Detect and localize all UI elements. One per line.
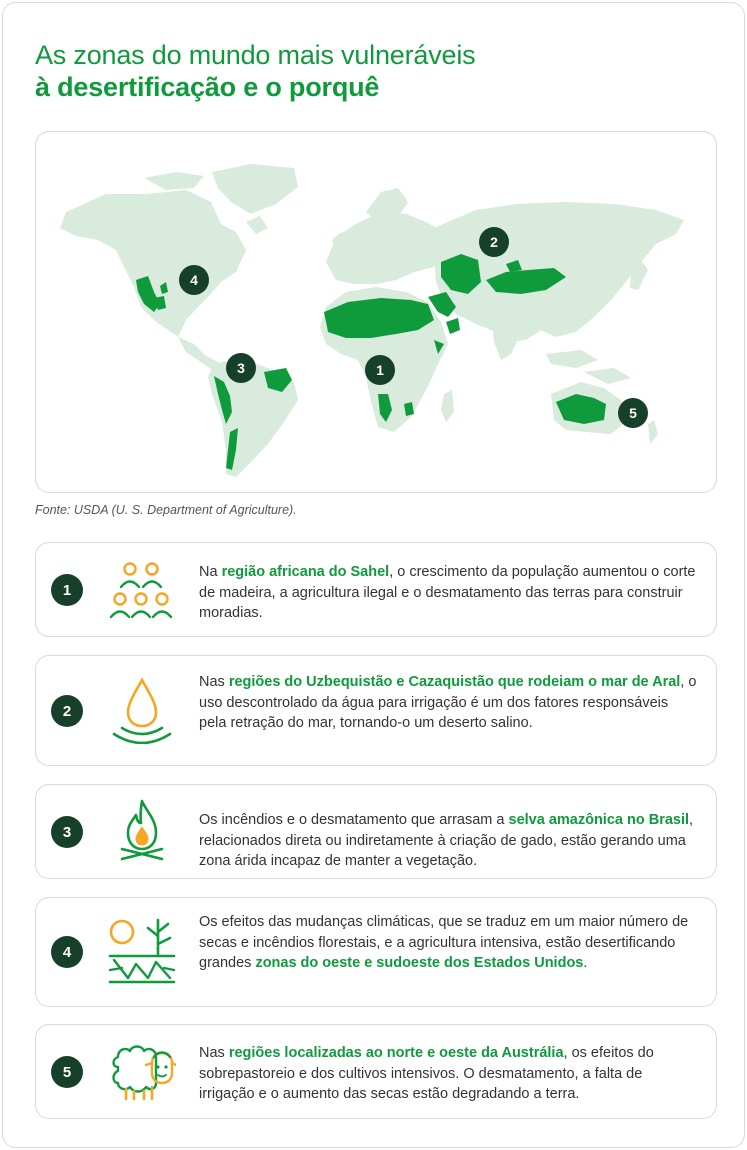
card-number-badge: 1 xyxy=(51,574,83,606)
card-text: Os incêndios e o desmatamento que arrasam a selva amazônica no Brasil, relacionados direta ou indiretamente à criação de gado, estão gerando uma zona árida incapaz de manter a vegetação. xyxy=(199,812,694,869)
campfire-icon xyxy=(108,797,176,865)
people-group-icon xyxy=(108,557,176,625)
svg-text:1: 1 xyxy=(376,362,384,378)
highlight-australia: regiões localizadas ao norte e oeste da Austrália xyxy=(228,1045,564,1061)
card-aral xyxy=(35,655,717,766)
svg-text:4: 4 xyxy=(190,272,198,288)
card-number-badge: 2 xyxy=(51,695,83,727)
title-line-1: As zonas do mundo mais vulneráveis xyxy=(35,40,476,70)
card-number-badge: 3 xyxy=(51,816,83,848)
world-map xyxy=(35,131,717,493)
svg-text:3: 3 xyxy=(237,360,245,376)
title-line-2: à desertificação e o porquê xyxy=(35,72,380,102)
card-text: Na região africana do Sahel, o crescimento da população aumentou o corte de madeira, a agricultura ilegal e o desmatamento das terras para construir moradias. xyxy=(199,564,696,621)
infographic-page xyxy=(2,2,745,1148)
highlight-sahel: região africana do Sahel xyxy=(221,564,390,580)
dry-land-sun-icon xyxy=(108,918,176,986)
marker-3 xyxy=(226,353,256,383)
card-australia xyxy=(35,1024,717,1119)
svg-text:5: 5 xyxy=(629,405,637,421)
marker-1 xyxy=(365,355,395,385)
card-usa xyxy=(35,897,717,1007)
highlight-aral: regiões do Uzbequistão e Cazaquistão que rodeiam o mar de Aral xyxy=(228,674,681,690)
marker-4 xyxy=(179,265,209,295)
highlight-usa: zonas do oeste e sudoeste dos Estados Unidos xyxy=(255,955,584,971)
page-title xyxy=(35,39,715,103)
marker-5 xyxy=(618,398,648,428)
card-sahel xyxy=(35,542,717,637)
card-text: Os efeitos das mudanças climáticas, que se traduz em um maior número de secas e incêndios florestais, e a agricultura intensiva, estão desertificando grandes zonas do oeste e sudoeste dos Estados Unidos. xyxy=(199,914,689,971)
card-text: Nas regiões localizadas ao norte e oeste da Austrália, os efeitos do sobrepastoreio e dos cultivos intensivos. O desmatamento, a falta de irrigação e o aumento das secas estão degradando a terra. xyxy=(199,1045,654,1102)
marker-2 xyxy=(479,227,509,257)
card-text: Nas regiões do Uzbequistão e Cazaquistão que rodeiam o mar de Aral, o uso descontrolado da água para irrigação é um dos fatores responsáveis pela retração do mar, tornando-o um deserto salino. xyxy=(199,674,697,731)
sheep-icon xyxy=(108,1037,176,1105)
source-note: Fonte: USDA (U. S. Department of Agriculture). xyxy=(35,503,297,517)
svg-text:2: 2 xyxy=(490,234,498,250)
highlight-amazon: selva amazônica no Brasil xyxy=(508,812,690,828)
water-drop-icon xyxy=(108,676,176,744)
card-number-badge: 5 xyxy=(51,1056,83,1088)
card-amazon xyxy=(35,784,717,879)
card-number-badge: 4 xyxy=(51,936,83,968)
world-map-graphic xyxy=(36,132,717,493)
